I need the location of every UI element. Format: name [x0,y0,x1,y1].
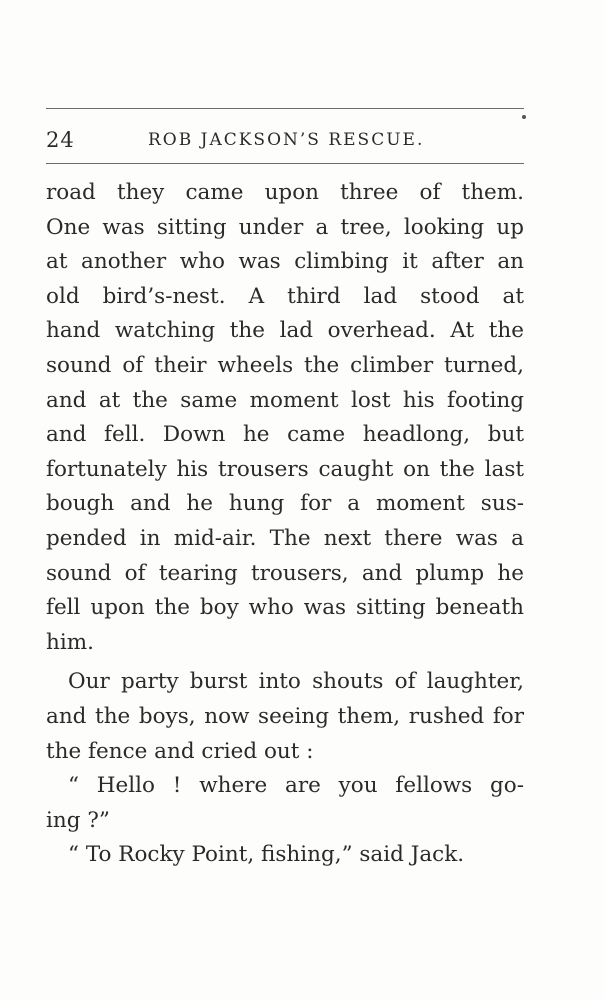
text-line: road they came upon three of them. [46,180,524,205]
text-line: ing ?” [46,807,110,833]
text-line: sound of their wheels the climber turned, [46,352,524,378]
text-line: fortunately his trousers caught on the last [46,456,524,482]
ink-speck [522,115,526,119]
text-line: bough and he hung for a moment sus- [46,491,524,517]
text-line: at another who was climbing it after an [46,249,524,275]
text-line: him. [46,629,94,655]
header-bottom-rule [46,163,524,164]
running-head [46,124,524,160]
text-line: “ To Rocky Point, fishing,” said Jack. [68,842,465,868]
body-text [46,176,524,873]
text-line: “ Hello ! where are you fellows go- [68,773,524,799]
running-title: ROB JACKSON’S RESCUE. [148,130,425,150]
text-line: and at the same moment lost his footing [46,387,524,413]
text-line: hand watching the lad overhead. At the [46,318,524,344]
text-line: Our party burst into shouts of laughter, [68,669,524,695]
text-line: old bird’s-nest. A third lad stood at [46,283,524,309]
text-line: the fence and cried out : [46,738,314,764]
text-line: and fell. Down he came headlong, but [46,422,524,448]
text-line: sound of tearing trousers, and plump he [46,560,524,586]
text-line: and the boys, now seeing them, rushed for [46,703,524,729]
header-top-rule [46,108,524,109]
text-line: pended in mid-air. The next there was a [46,525,524,551]
page-number: 24 [46,128,75,152]
text-line: fell upon the boy who was sitting beneath [46,595,524,621]
text-line: One was sitting under a tree, looking up [46,214,524,240]
